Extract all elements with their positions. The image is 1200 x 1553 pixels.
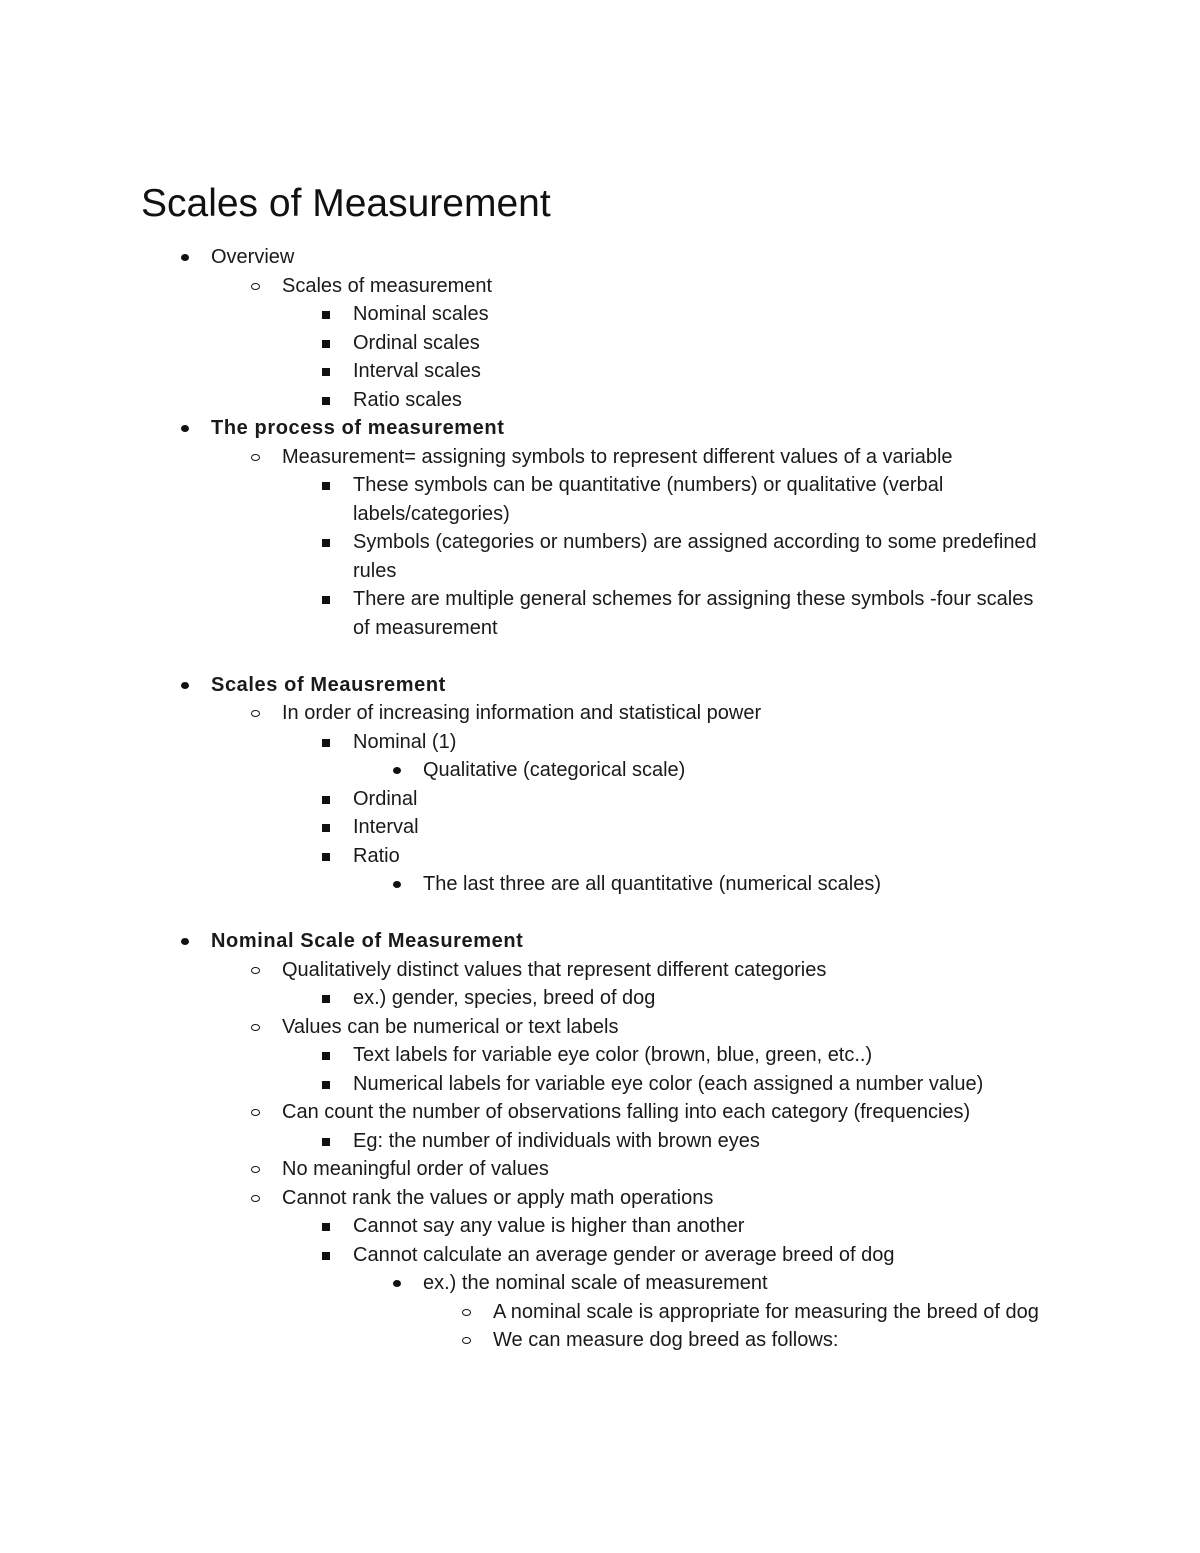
square-bullet-icon <box>319 471 339 500</box>
outline-item-level-4 <box>423 870 1113 899</box>
outline-item-text: Overview <box>211 246 295 268</box>
square-bullet-icon <box>319 528 339 557</box>
page-title: Scales of Measurement <box>141 182 551 225</box>
square-bullet-icon <box>319 386 339 415</box>
outline-item-text: ex.) the nominal scale of measurement <box>423 1272 768 1294</box>
circle-bullet-icon <box>248 1184 268 1213</box>
outline-item-text: Nominal Scale of Measurement <box>211 930 524 952</box>
outline-item-text: Values can be numerical or text labels <box>282 1015 619 1038</box>
outline-item-text: Scales of Meausrement <box>211 673 446 696</box>
blank-line <box>0 899 1200 928</box>
outline-item-level-3 <box>353 528 1043 585</box>
outline-item-text: In order of increasing information and statistical power <box>282 702 762 724</box>
circle-bullet-icon <box>248 443 268 472</box>
circle-bullet-icon <box>248 1098 268 1127</box>
outline-item-level-5 <box>493 1298 1053 1327</box>
outline-item-level-1 <box>211 414 901 443</box>
square-bullet-icon <box>319 585 339 614</box>
square-bullet-icon <box>319 1241 339 1270</box>
outline-item-level-1 <box>211 243 901 272</box>
outline-item-text: Symbols (categories or numbers) are assigned according to some predefined rules <box>353 531 1037 582</box>
square-bullet-icon <box>319 984 339 1013</box>
square-bullet-icon <box>319 785 339 814</box>
outline-item-text: No meaningful order of values <box>282 1158 549 1180</box>
outline-item-level-3 <box>353 785 1043 814</box>
square-bullet-icon <box>319 1212 339 1241</box>
outline-item-level-3 <box>353 1241 1043 1270</box>
outline-item-text: The last three are all quantitative (numerical scales) <box>423 873 881 895</box>
outline-item-level-2 <box>282 1184 972 1213</box>
outline-item-level-3 <box>353 1041 1043 1070</box>
circle-bullet-icon <box>248 272 268 301</box>
outline-item-level-3 <box>353 1070 1043 1099</box>
outline-item-text: Interval <box>353 816 419 838</box>
outline-item-text: The process of measurement <box>211 417 505 439</box>
square-bullet-icon <box>319 728 339 757</box>
outline-item-text: Eg: the number of individuals with brown eyes <box>353 1129 760 1152</box>
outline-item-level-4 <box>423 756 1113 785</box>
disc-bullet-icon <box>177 243 197 272</box>
disc-bullet-icon <box>389 1269 409 1298</box>
outline-item-text: A nominal scale is appropriate for measuring the breed of dog <box>493 1300 1039 1323</box>
outline-item-text: Qualitatively distinct values that represent different categories <box>282 958 827 981</box>
outline-item-level-3 <box>353 300 1043 329</box>
outline-item-level-1 <box>211 927 901 956</box>
outline-item-level-1 <box>211 671 901 700</box>
disc-bullet-icon <box>389 756 409 785</box>
disc-bullet-icon <box>177 927 197 956</box>
square-bullet-icon <box>319 1070 339 1099</box>
outline-list <box>0 243 1200 1355</box>
outline-item-text: Numerical labels for variable eye color (each assigned a number value) <box>353 1072 984 1095</box>
outline-item-level-3 <box>353 984 1043 1013</box>
outline-item-text: Qualitative (categorical scale) <box>423 759 686 781</box>
outline-item-level-3 <box>353 585 1043 642</box>
outline-item-level-3 <box>353 471 1043 528</box>
outline-item-level-2 <box>282 1013 972 1042</box>
outline-item-level-2 <box>282 1155 972 1184</box>
disc-bullet-icon <box>389 870 409 899</box>
outline-item-text: Ordinal scales <box>353 331 480 354</box>
outline-item-level-3 <box>353 728 1043 757</box>
outline-item-level-3 <box>353 1127 1043 1156</box>
circle-bullet-icon <box>248 699 268 728</box>
outline-item-text: We can measure dog breed as follows: <box>493 1329 839 1351</box>
outline-item-level-5 <box>493 1326 1053 1355</box>
circle-bullet-icon <box>248 1013 268 1042</box>
outline-item-text: Measurement= assigning symbols to represent different values of a variable <box>282 445 953 468</box>
circle-bullet-icon <box>248 1155 268 1184</box>
disc-bullet-icon <box>177 671 197 700</box>
outline-item-text: Nominal (1) <box>353 730 457 753</box>
outline-item-level-3 <box>353 1212 1043 1241</box>
disc-bullet-icon <box>177 414 197 443</box>
outline-item-text: Cannot say any value is higher than another <box>353 1215 745 1237</box>
outline-item-text: Interval scales <box>353 360 481 382</box>
outline-item-text: Ratio scales <box>353 388 462 411</box>
outline-item-text: There are multiple general schemes for assigning these symbols -four scales of measurement <box>353 588 1034 639</box>
square-bullet-icon <box>319 813 339 842</box>
outline-item-text: These symbols can be quantitative (numbers) or qualitative (verbal labels/categories) <box>353 474 944 525</box>
outline-item-level-3 <box>353 357 1043 386</box>
outline-item-level-2 <box>282 272 972 301</box>
outline-item-text: Text labels for variable eye color (brown, blue, green, etc..) <box>353 1044 873 1066</box>
outline-item-level-3 <box>353 329 1043 358</box>
square-bullet-icon <box>319 300 339 329</box>
outline-item-text: Can count the number of observations falling into each category (frequencies) <box>282 1101 971 1123</box>
outline-item-text: Ordinal <box>353 787 418 810</box>
square-bullet-icon <box>319 357 339 386</box>
outline-item-text: Ratio <box>353 844 400 867</box>
outline-item-level-2 <box>282 1098 972 1127</box>
outline-item-level-2 <box>282 443 972 472</box>
square-bullet-icon <box>319 329 339 358</box>
outline-item-text: ex.) gender, species, breed of dog <box>353 987 656 1009</box>
outline-item-level-2 <box>282 956 972 985</box>
circle-bullet-icon <box>248 956 268 985</box>
square-bullet-icon <box>319 842 339 871</box>
outline-item-level-3 <box>353 842 1043 871</box>
outline-item-level-3 <box>353 813 1043 842</box>
outline-item-text: Cannot calculate an average gender or average breed of dog <box>353 1243 895 1266</box>
square-bullet-icon <box>319 1041 339 1070</box>
outline-item-text: Nominal scales <box>353 303 489 325</box>
outline-item-level-3 <box>353 386 1043 415</box>
circle-bullet-icon <box>459 1326 479 1355</box>
outline-item-level-2 <box>282 699 972 728</box>
outline-item-text: Cannot rank the values or apply math operations <box>282 1186 714 1209</box>
square-bullet-icon <box>319 1127 339 1156</box>
outline-item-text: Scales of measurement <box>282 274 493 297</box>
circle-bullet-icon <box>459 1298 479 1327</box>
outline-item-level-4 <box>423 1269 1113 1298</box>
blank-line <box>0 642 1200 671</box>
